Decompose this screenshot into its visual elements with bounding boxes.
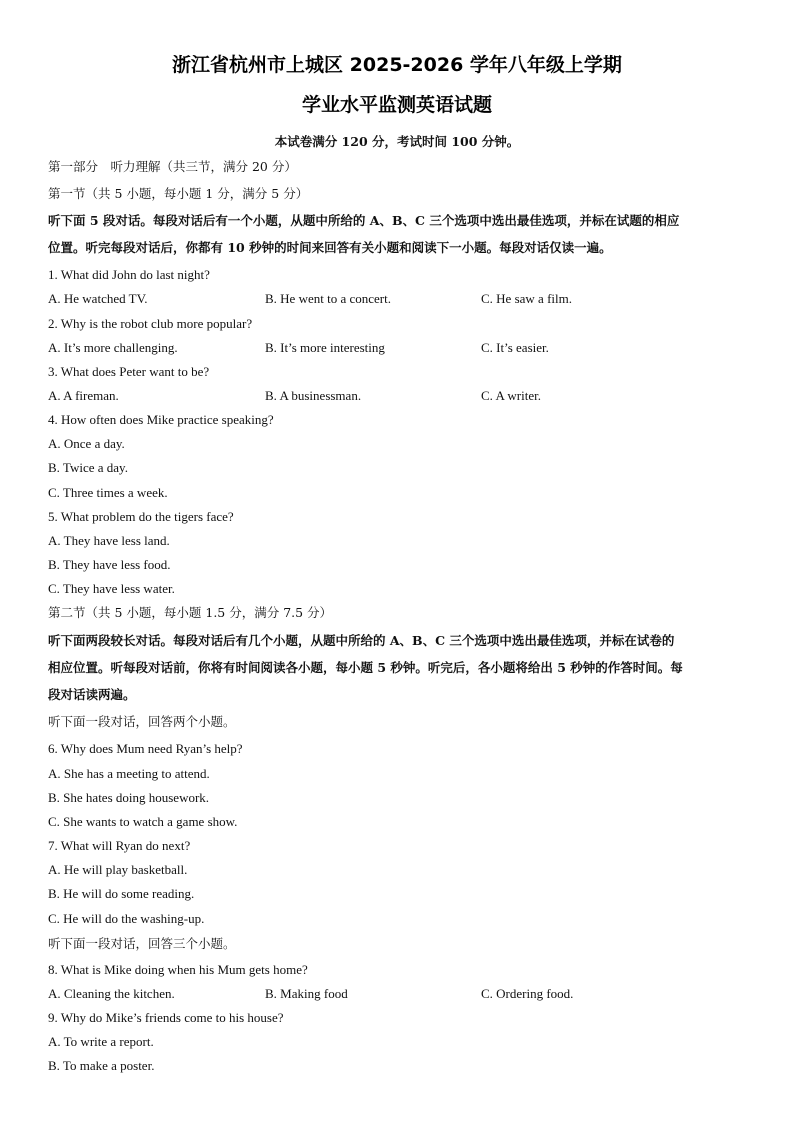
option-b: B. He will do some reading. [48, 886, 195, 901]
question-stem: 6. Why does Mum need Ryan’s help? [48, 741, 243, 756]
question-stem: 8. What is Mike doing when his Mum gets home? [48, 962, 308, 977]
option-b: B. To make a poster. [48, 1058, 155, 1073]
exam-title: 浙江省杭州市上城区 2025-2026 学年八年级上学期 [172, 54, 622, 76]
exam-subtitle: 学业水平监测英语试题 [301, 94, 492, 116]
option-b: B. She hates doing housework. [48, 790, 210, 805]
section1-heading: 第一节（共 5 小题，每小题 1 分，满分 5 分） [48, 186, 309, 201]
option-c: C. Three times a week. [48, 485, 168, 500]
question-stem: 9. Why do Mike’s friends come to his house? [48, 1010, 284, 1025]
question-stem: 3. What does Peter want to be? [48, 364, 210, 379]
section2-heading: 第二节（共 5 小题，每小题 1.5 分，满分 7.5 分） [48, 605, 333, 620]
dialogue-intro: 听下面一段对话，回答三个小题。 [48, 936, 236, 951]
part1-heading: 第一部分 听力理解（共三节，满分 20 分） [48, 159, 297, 174]
option-a: A. Once a day. [48, 436, 125, 451]
question-stem: 7. What will Ryan do next? [48, 838, 191, 853]
section2-instruction-line1: 听下面两段较长对话。每段对话后有几个小题，从题中所给的 A、B、C 三个选项中选出最佳选项，并标在试卷的 [48, 633, 675, 648]
option-c: C. She wants to watch a game show. [48, 814, 238, 829]
option-a: A. A fireman. [48, 388, 119, 403]
option-b: B. They have less food. [48, 557, 171, 572]
option-b: B. Twice a day. [48, 460, 128, 475]
option-c: C. He will do the washing-up. [48, 911, 205, 926]
section2-instruction-line3: 段对话读两遍。 [48, 687, 136, 702]
option-a: A. Cleaning the kitchen. [48, 986, 175, 1001]
option-c: C. It’s easier. [481, 340, 549, 355]
question-stem: 5. What problem do the tigers face? [48, 509, 234, 524]
option-a: A. To write a report. [48, 1034, 154, 1049]
question-stem: 1. What did John do last night? [48, 267, 210, 282]
question-stem: 2. Why is the robot club more popular? [48, 316, 253, 331]
option-b: B. It’s more interesting [265, 340, 385, 355]
option-b: B. A businessman. [265, 388, 362, 403]
option-a: A. They have less land. [48, 533, 170, 548]
option-c: C. They have less water. [48, 581, 175, 596]
option-b: B. Making food [265, 986, 348, 1001]
option-c: C. A writer. [481, 388, 541, 403]
option-a: A. It’s more challenging. [48, 340, 178, 355]
section1-instruction-line1: 听下面 5 段对话。每段对话后有一个小题，从题中所给的 A、B、C 三个选项中选出最佳选项，并标在试题的相应 [48, 213, 680, 228]
option-c: C. Ordering food. [481, 986, 574, 1001]
question-stem: 4. How often does Mike practice speaking? [48, 412, 274, 427]
section1-instruction-line2: 位置。听完每段对话后，你都有 10 秒钟的时间来回答有关小题和阅读下一小题。每段对话仅读一遍。 [48, 240, 612, 255]
option-a: A. He watched TV. [48, 291, 148, 306]
section2-instruction-line2: 相应位置。听每段对话前，你将有时间阅读各小题，每小题 5 秒钟。听完后，各小题将给出 5 秒钟的作答时间。每 [48, 660, 683, 675]
option-b: B. He went to a concert. [265, 291, 391, 306]
exam-note: 本试卷满分 120 分，考试时间 100 分钟。 [274, 134, 520, 149]
option-c: C. He saw a film. [481, 291, 572, 306]
dialogue-intro: 听下面一段对话，回答两个小题。 [48, 714, 236, 729]
option-a: A. She has a meeting to attend. [48, 766, 210, 781]
option-a: A. He will play basketball. [48, 862, 188, 877]
